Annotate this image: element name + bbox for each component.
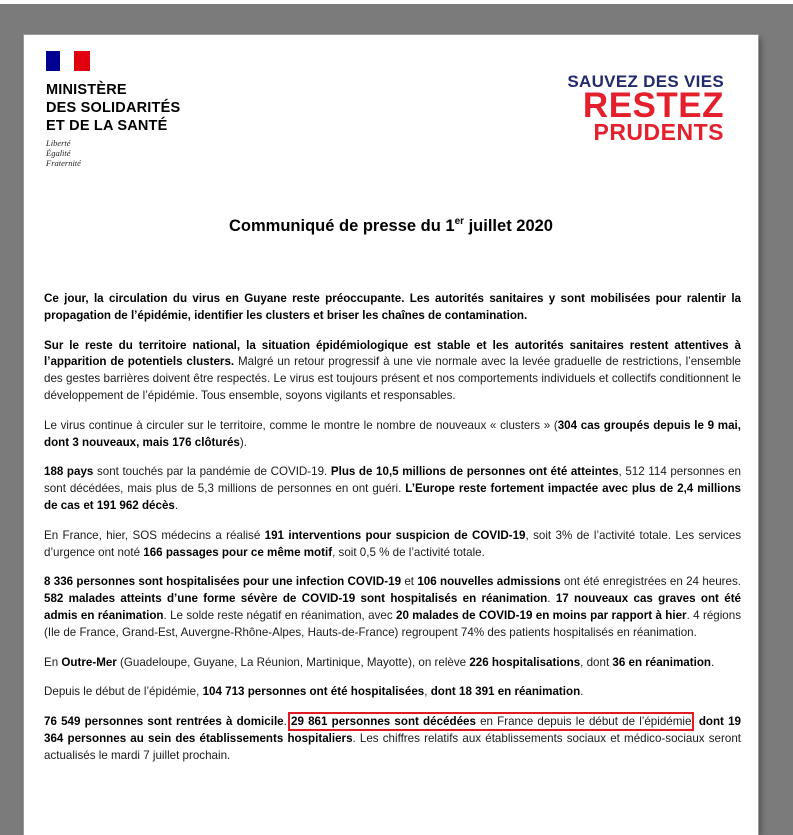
cumulative-bold-2: dont 18 391 en réanimation [430,685,581,699]
press-release-title [24,216,758,236]
world-text-3: . [174,498,179,512]
cumulative-text-2: , [424,685,431,699]
paragraph-national-bold: Sur le reste du territoire national, la situation épidémiologique est stable et les autorités sanitaires restent attentives à l’apparition de potentiels clusters. [44,338,741,369]
world-bold-1: 188 pays [44,465,94,479]
hospital-text-1: et [401,575,418,589]
hospital-bold-4: 17 nouveaux cas graves ont été admis en réanimation [44,592,741,622]
world-bold-3: L’Europe reste fortement impactée avec plus de 2,4 millions de cas et 191 962 décès [44,482,741,512]
hospital-bold-5: 20 malades de COVID-19 en moins par rapport à hier [396,608,687,622]
sos-text-3: , soit 0,5 % de l’activité totale. [332,545,485,559]
highlighted-deaths-text: en France depuis le début de l’épidémie [475,715,692,729]
deaths-bold-1: 76 549 personnes sont rentrées à domicile [44,715,284,729]
world-text-1: sont touchés par la pandémie de COVID-19. [93,465,331,479]
hospital-text-5: . 4 régions (Ile de France, Grand-Est, Auvergne-Rhône-Alpes, Hauts-de-France) regroupent 74% des patients hospitalisés en réanimation. [44,608,741,639]
ministry-name: MINISTÈRE DES SOLIDARITÉS ET DE LA SANTÉ [46,82,181,134]
hospital-text-3: . [547,592,556,606]
sos-text-2: , soit 3% de l’activité totale. Les services d’urgence ont noté [44,528,741,559]
highlighted-deaths-bold: 29 861 personnes sont décédées [291,715,476,729]
paragraph-guyane-text: Ce jour, la circulation du virus en Guyane reste préoccupante. Les autorités sanitaires y sont mobilisées pour ralentir la propagation de l’épidémie, identifier les clusters et briser les chaînes de contamination. [44,292,741,322]
cumulative-bold-1: 104 713 personnes ont été hospitalisées [202,685,425,699]
paragraph-deaths [44,714,741,764]
sos-text-1: En France, hier, SOS médecins a réalisé [44,528,265,542]
outremer-bold-3: 36 en réanimation [612,655,711,669]
outremer-text-4: . [711,655,715,669]
outremer-text-3: , dont [580,655,613,669]
paragraph-outre-mer [44,655,741,672]
press-release-body [44,291,741,778]
outremer-text-1: En [44,655,62,669]
document-page [24,35,758,835]
outremer-text-2: (Guadeloupe, Guyane, La Réunion, Martinique, Mayotte), on relève [116,655,470,669]
title-superscript: er [454,216,465,227]
clusters-text-1: Le virus continue à circuler sur le territoire, comme le montre le nombre de nouveaux « clusters » ( [44,418,558,432]
clusters-bold: 304 cas groupés depuis le 9 mai, dont 3 nouveaux, mais 176 clôturés [44,418,741,449]
campaign-line-1: SAUVEZ DES VIES [567,72,724,91]
paragraph-hospital [44,574,741,641]
hospital-bold-1: 8 336 personnes sont hospitalisées pour une infection COVID-19 [44,575,402,589]
campaign-line-3: PRUDENTS [593,119,724,145]
sos-bold-2: 166 passages pour ce même motif [143,545,333,559]
viewer-top-edge [0,0,793,4]
cumulative-text-3: . [580,685,584,699]
hospital-bold-2: 106 nouvelles admissions [417,575,561,589]
ministry-logo [46,51,180,168]
outremer-bold-1: Outre-Mer [61,655,117,669]
paragraph-world [44,464,741,514]
cumulative-text-1: Depuis le début de l’épidémie, [44,685,203,699]
title-prefix: Communiqué de presse du 1 [229,217,455,235]
paragraph-sos-medecins [44,528,741,562]
hospital-text-2: ont été enregistrées en 24 heures. [560,575,741,589]
highlighted-deaths-box [291,715,691,728]
title-suffix: juillet 2020 [464,217,553,235]
french-flag-icon [46,51,90,71]
paragraph-guyane [44,291,741,325]
hospital-bold-3: 582 malades atteints d’une forme sévère de COVID-19 sont hospitalisés en réanimation [44,592,548,606]
world-bold-2: Plus de 10,5 millions de personnes ont été atteintes [330,465,619,479]
republic-motto: Liberté Égalité Fraternité [46,138,81,168]
deaths-bold-2: dont 19 364 personnes au sein des établissements hospitaliers [44,715,741,745]
deaths-text-2: , [691,715,699,729]
campaign-line-2: RESTEZ [582,86,724,125]
paragraph-national [44,338,741,405]
campaign-logo [567,73,724,143]
deaths-text-3: . Les chiffres relatifs aux établissements sociaux et médico-sociaux seront actualisés le mardi 7 juillet prochain. [44,731,741,762]
world-text-2: , 512 114 personnes en sont décédées, mais plus de 5,3 millions de personnes en ont guéri. [44,465,741,496]
clusters-text-2: ). [239,435,247,449]
deaths-text-1: . [283,715,292,729]
paragraph-national-text: Malgré un retour progressif à une vie normale avec la levée graduelle de restrictions, l’ensemble des gestes barrières doivent être respectés. Le virus est toujours présent et nos comportements individuels et collectifs conditionnent le développement de l’épidémie. Tous ensemble, soyons vigilants et responsables. [44,355,741,402]
paragraph-clusters [44,418,741,452]
paragraph-cumulative-hospital [44,684,741,701]
outremer-bold-2: 226 hospitalisations [469,655,581,669]
hospital-text-4: . Le solde reste négatif en réanimation, avec [163,608,396,622]
sos-bold-1: 191 interventions pour suspicion de COVID-19 [264,528,526,542]
